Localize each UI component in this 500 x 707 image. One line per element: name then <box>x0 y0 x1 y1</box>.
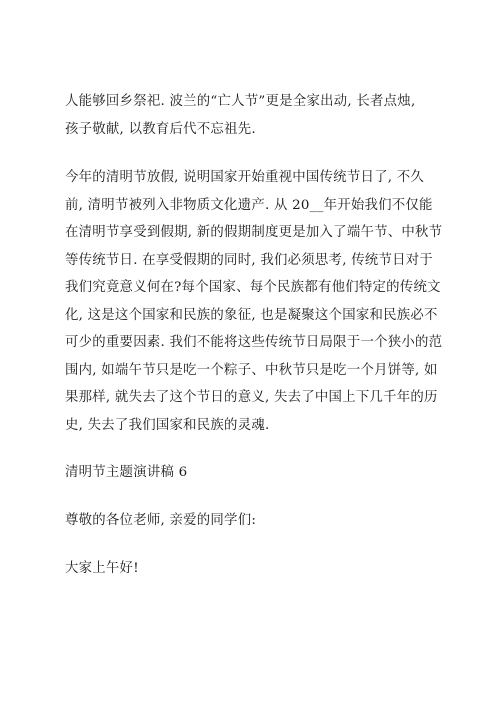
paragraph-line: 孩子敬献, 以教育后代不忘祖先. <box>65 122 256 137</box>
paragraph-line: 可少的重要因素. 我们不能将这些传统节日局限于一个狭小的范 <box>65 335 443 350</box>
paragraph-line: 前, 清明节被列入非物质文化遗产. 从 20__年开始我们不仅能 <box>65 198 433 213</box>
paragraph-line: 今年的清明节放假, 说明国家开始重视中国传统节日了, 不久 <box>65 170 425 185</box>
paragraph-line: 围内, 如端午节只是吃一个粽子、中秋节只是吃一个月饼等, 如 <box>65 363 438 378</box>
paragraph-line: 在清明节享受到假期, 新的假期制度更是加入了端午节、中秋节 <box>65 225 443 240</box>
paragraph-line: 人能够回乡祭祀. 波兰的“亡人节”更是全家出动, 长者点烛, <box>65 94 416 109</box>
greeting-line: 大家上午好! <box>65 561 139 576</box>
section-heading: 清明节主题演讲稿 6 <box>65 465 188 480</box>
paragraph-line: 史, 失去了我们国家和民族的灵魂. <box>65 418 270 433</box>
paragraph-line: 我们究竟意义何在?每个国家、每个民族都有他们特定的传统文 <box>65 280 441 295</box>
paragraph-line: 果那样, 就失去了这个节日的意义, 失去了中国上下几千年的历 <box>65 390 438 405</box>
paragraph-line: 等传统节日. 在享受假期的同时, 我们必须思考, 传统节日对于 <box>65 253 434 268</box>
salutation-line: 尊敬的各位老师, 亲爱的同学们: <box>65 513 257 528</box>
paragraph-line: 化, 这是这个国家和民族的象征, 也是凝聚这个国家和民族必不 <box>65 308 438 323</box>
